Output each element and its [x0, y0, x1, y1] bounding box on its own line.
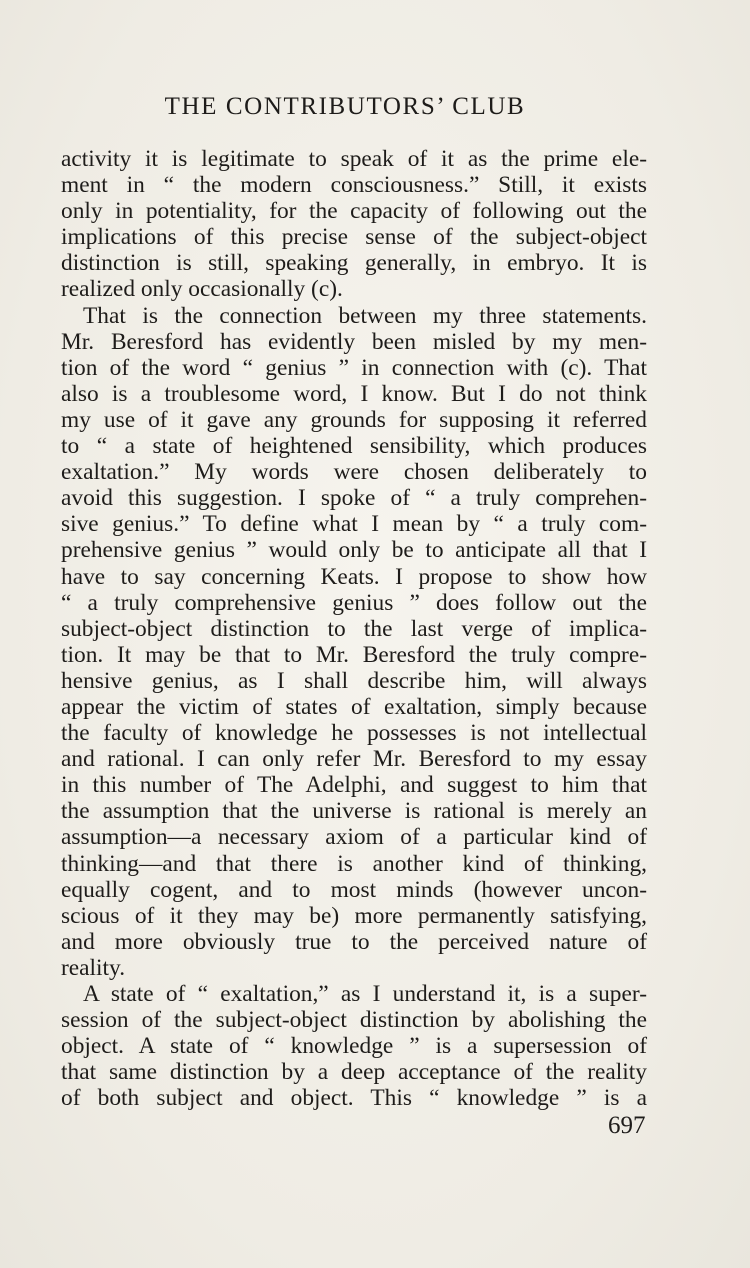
text-line: the assumption that the universe is rational is merely an: [61, 798, 647, 825]
text-line: “ a truly comprehensive genius ” does follow out the: [61, 589, 647, 616]
text-line: prehensive genius ” would only be to anticipate all that I: [61, 537, 647, 564]
text-line: and rational. I can only refer Mr. Beresford to my essay: [61, 746, 647, 773]
text-line: appear the victim of states of exaltation, simply because: [61, 693, 647, 720]
paragraph: [61, 303, 647, 981]
text-line: equally cogent, and to most minds (however uncon-: [61, 876, 647, 903]
page-number: 697: [608, 1112, 646, 1139]
text-line: sive genius.” To define what I mean by “ a truly com-: [61, 511, 647, 538]
text-line: A state of “ exaltation,” as I understand it, is a super-: [83, 981, 647, 1007]
text-line: of both subject and object. This “ knowledge ” is a: [61, 1085, 647, 1112]
text-line: to “ a state of heightened sensibility, which produces: [61, 433, 647, 460]
text-line: that same distinction by a deep acceptance of the reality: [61, 1059, 647, 1086]
text-line: realized only occasionally (c).: [61, 276, 343, 303]
text-line: tion. It may be that to Mr. Beresford the truly compre-: [61, 641, 647, 668]
text-line: That is the connection between my three statements.: [83, 302, 647, 329]
text-line: avoid this suggestion. I spoke of “ a truly comprehen-: [61, 485, 647, 512]
text-line: Mr. Beresford has evidently been misled by my men-: [61, 328, 647, 355]
text-line: implications of this precise sense of the subject-object: [61, 224, 647, 251]
paragraph: [61, 146, 647, 303]
text-line: tion of the word “ genius ” in connection with (c). That: [61, 354, 647, 381]
text-line: activity it is legitimate to speak of it as the prime ele-: [61, 146, 647, 172]
text-line: hensive genius, as I shall describe him, will always: [61, 667, 647, 694]
text-line: assumption—a necessary axiom of a particular kind of: [61, 824, 647, 851]
paragraph: [61, 981, 647, 1111]
text-line: exaltation.” My words were chosen deliberately to: [61, 459, 647, 486]
text-line: and more obviously true to the perceived nature of: [61, 928, 647, 955]
text-line: the faculty of knowledge he possesses is not intellectual: [61, 720, 647, 747]
text-line: have to say concerning Keats. I propose to show how: [61, 563, 647, 590]
text-line: subject-object distinction to the last verge of implica-: [61, 615, 647, 642]
text-line: thinking—and that there is another kind of thinking,: [61, 850, 647, 877]
text-line: scious of it they may be) more permanently satisfying,: [61, 902, 647, 929]
text-line: only in potentiality, for the capacity of following out the: [61, 198, 647, 225]
text-line: ment in “ the modern consciousness.” Still, it exists: [61, 172, 647, 199]
text-line: object. A state of “ knowledge ” is a supersession of: [61, 1033, 647, 1060]
text-line: in this number of The Adelphi, and suggest to him that: [61, 772, 647, 799]
body-text: [61, 146, 647, 1111]
text-line: session of the subject-object distinction by abolishing the: [61, 1007, 647, 1034]
text-line: distinction is still, speaking generally, in embryo. It is: [61, 250, 647, 277]
running-head: THE CONTRIBUTORS’ CLUB: [164, 93, 526, 120]
text-line: reality.: [61, 954, 126, 981]
text-line: my use of it gave any grounds for supposing it referred: [61, 406, 647, 433]
text-line: also is a troublesome word, I know. But I do not think: [61, 380, 647, 407]
